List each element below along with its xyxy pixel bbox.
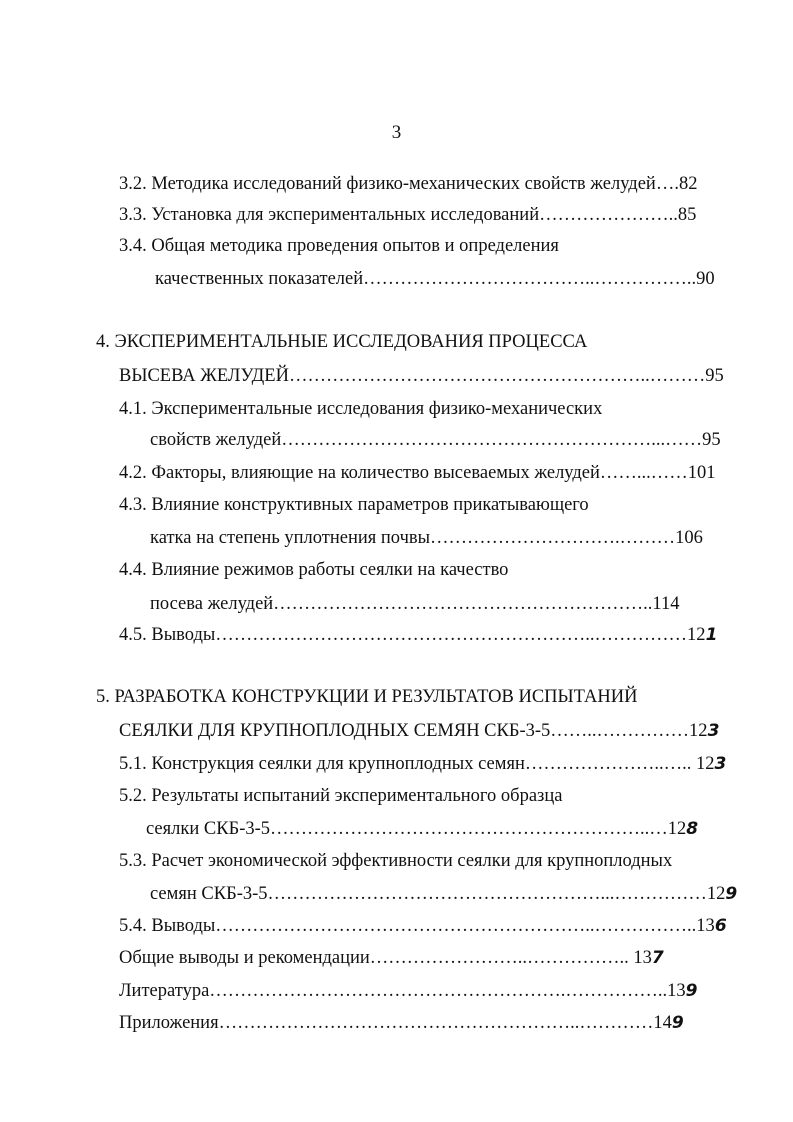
toc-entry-5-2-page — [146, 817, 698, 841]
toc-entry-4-5 — [119, 623, 717, 647]
toc-entry-4-2: 4.2. Факторы, влияющие на количество высеваемых желудей……...……101 — [119, 463, 716, 483]
toc-entry-3-2: 3.2. Методика исследований физико-механических свойств желудей….82 — [119, 174, 698, 194]
toc-entry-4-1-title: 4.1. Экспериментальные исследования физико-механических — [119, 399, 603, 419]
toc-general-conclusions — [119, 946, 664, 970]
handwritten-page-digit: 9 — [671, 1013, 684, 1033]
toc-entry-4-4-page: посева желудей……………………………………………………..114 — [150, 594, 680, 614]
toc-entry-5-2-title: 5.2. Результаты испытаний экспериментального образца — [119, 786, 563, 806]
toc-entry-3-4-page: качественных показателей………………………………..……………..90 — [155, 269, 715, 289]
page-number: 3 — [391, 122, 402, 143]
toc-appendices — [119, 1011, 684, 1035]
toc-chapter-4-title: 4. ЭКСПЕРИМЕНТАЛЬНЫЕ ИССЛЕДОВАНИЯ ПРОЦЕССА — [96, 332, 588, 352]
toc-chapter-4-page: ВЫСЕВА ЖЕЛУДЕЙ…………………………………………………..………95 — [119, 366, 724, 386]
toc-chapter-5-page — [119, 719, 719, 743]
toc-entry-5-4-text: 5.4. Выводы……………………………………………………..……………..13 — [119, 916, 715, 936]
toc-entry-5-1 — [119, 752, 726, 776]
handwritten-page-digit: 9 — [685, 981, 698, 1001]
handwritten-page-digit: 8 — [686, 819, 699, 839]
toc-general-conclusions-text: Общие выводы и рекомендации……………………..…………….. 13 — [119, 948, 652, 968]
toc-entry-3-4-title: 3.4. Общая методика проведения опытов и определения — [119, 236, 559, 256]
toc-appendices-text: Приложения…………………………………………………..…………14 — [119, 1013, 672, 1033]
toc-entry-5-1-text: 5.1. Конструкция сеялки для крупноплодных семян…………………..….. 12 — [119, 754, 715, 774]
toc-literature — [119, 979, 698, 1003]
handwritten-page-digit: 3 — [707, 721, 720, 741]
toc-chapter-5-title: 5. РАЗРАБОТКА КОНСТРУКЦИИ И РЕЗУЛЬТАТОВ ИСПЫТАНИЙ — [96, 687, 638, 707]
toc-entry-4-5-text: 4.5. Выводы……………………………………………………..……………12 — [119, 625, 706, 645]
handwritten-page-digit: 6 — [714, 916, 727, 936]
handwritten-page-digit: 1 — [705, 625, 718, 645]
toc-chapter-5-page-text: СЕЯЛКИ ДЛЯ КРУПНОПЛОДНЫХ СЕМЯН СКБ-3-5……..……………12 — [119, 721, 708, 741]
toc-entry-4-3-title: 4.3. Влияние конструктивных параметров прикатывающего — [119, 495, 589, 515]
toc-literature-text: Литература………………………………………………….……………..13 — [119, 981, 686, 1001]
toc-entry-5-4 — [119, 914, 727, 938]
toc-entry-5-3-page-text: семян СКБ-3-5………………………………………………...……………12 — [150, 884, 726, 904]
toc-entry-4-4-title: 4.4. Влияние режимов работы сеялки на качество — [119, 560, 509, 580]
handwritten-page-digit: 7 — [651, 948, 664, 968]
toc-entry-4-3-page: катка на степень уплотнения почвы………………………….………106 — [150, 528, 703, 548]
handwritten-page-digit: 9 — [725, 884, 738, 904]
toc-entry-3-3: 3.3. Установка для экспериментальных исследований…………………..85 — [119, 205, 697, 225]
handwritten-page-digit: 3 — [714, 754, 727, 774]
toc-entry-5-2-page-text: сеялки СКБ-3-5……………………………………………………..…12 — [146, 819, 687, 839]
toc-entry-5-3-title: 5.3. Расчет экономической эффективности сеялки для крупноплодных — [119, 851, 673, 871]
toc-entry-5-3-page — [150, 882, 737, 906]
toc-entry-4-1-page: свойств желудей……………………………………………………...……95 — [150, 430, 721, 450]
